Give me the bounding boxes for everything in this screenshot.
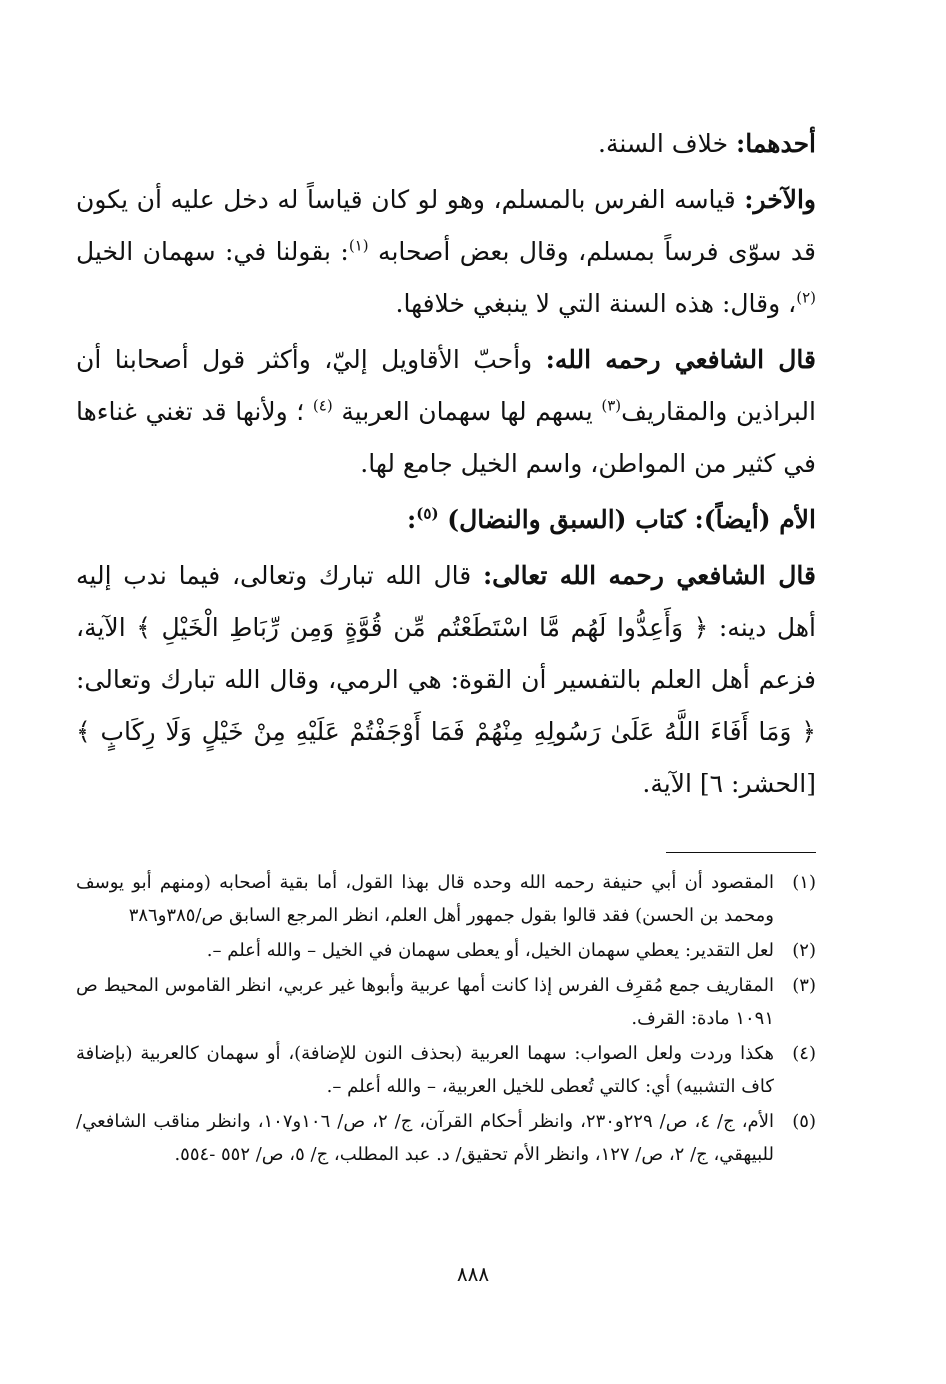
footnote-ref-1[interactable]: (١) xyxy=(348,236,369,255)
footnote-number: (٤) xyxy=(792,1043,816,1064)
paragraph-text: وأحبّ الأقاويل إليّ، وأكثر قول أصحابنا أن البراذين والمقاريف xyxy=(76,345,816,426)
paragraph-1 xyxy=(76,118,816,170)
quran-verse-1: ﴿ وَأَعِدُّوا لَهُم مَّا اسْتَطَعْتُم مِّن قُوَّةٍ وَمِن رِّبَاطِ الْخَيْلِ ﴾ xyxy=(136,613,709,642)
footnote-ref-4[interactable]: (٤) xyxy=(312,396,333,415)
footnote-number: (١) xyxy=(792,872,816,893)
paragraph-lead: أحدهما: xyxy=(735,129,816,158)
verse-reference: [الحشر: ٦] xyxy=(699,769,816,798)
footnote-text: المقاريف جمع مُقرِف الفرس إذا كانت أمها عربية وأبوها غير عربي، انظر القاموس المحيط ص ١٠٩١ مادة: القرف. xyxy=(76,975,774,1029)
page-number: ٨٨٨ xyxy=(456,1262,490,1286)
paragraph-lead: قال الشافعي رحمه الله تعالى: xyxy=(482,561,816,590)
footnote-ref-3[interactable]: (٣) xyxy=(601,396,622,415)
paragraph-3 xyxy=(76,334,816,490)
paragraph-text: ؛ ولأنها قد تغني غناءها في كثير من المواطن، واسم الخيل جامع لها. xyxy=(76,397,816,478)
footnote-text: المقصود أن أبي حنيفة رحمه الله وحده قال بهذا القول، أما بقية أصحابه (ومنهم أبو يوسف ومحمد بن الحسن) فقد قالوا بقول جمهور أهل العلم، انظر المرجع السابق ص/٣٨٥و٣٨٦ xyxy=(76,872,774,926)
footnote-text: هكذا وردت ولعل الصواب: سهما العربية (بحذف النون للإضافة)، أو سهمان كالعربية (بإضافة كاف التشبيه) أي: كالتي تُعطى للخيل العربية، – والله أعلم –. xyxy=(76,1043,774,1097)
footnote-item xyxy=(76,1037,816,1103)
footnotes xyxy=(76,866,816,1173)
footnote-number: (٥) xyxy=(792,1111,816,1132)
paragraph-text: يسهم لها سهمان العربية xyxy=(332,397,602,426)
main-text xyxy=(76,118,816,814)
footnote-number: (٣) xyxy=(792,975,816,996)
footnote-ref-5[interactable]: (٥) xyxy=(416,504,439,523)
footnote-item xyxy=(76,969,816,1035)
heading-text: الأم (أيضاً): كتاب (السبق والنضال) xyxy=(438,505,816,534)
paragraph-lead: والآخر: xyxy=(744,185,816,214)
footnote-divider xyxy=(666,852,816,853)
paragraph-text: الآية، فزعم أهل العلم بالتفسير أن القوة: هي الرمي، وقال الله تبارك وتعالى: xyxy=(76,613,816,694)
quran-verse-2: ﴿ وَمَا أَفَاءَ اللَّهُ عَلَىٰ رَسُولِهِ مِنْهُمْ فَمَا أَوْجَفْتُمْ عَلَيْهِ مِنْ خَيْلٍ وَلَا رِكَابٍ ﴾ xyxy=(76,717,816,746)
paragraph-text: : بقولنا في: سهمان الخيل xyxy=(76,237,349,266)
footnote-item xyxy=(76,866,816,932)
footnote-item xyxy=(76,1105,816,1171)
footnote-item xyxy=(76,934,816,967)
paragraph-text: خلاف السنة. xyxy=(598,129,736,158)
heading-tail: : xyxy=(407,505,417,534)
paragraph-text: قياسه الفرس بالمسلم، وهو لو كان قياساً له دخل عليه أن يكون قد سوّى فرساً بمسلم، وقال بعض أصحابه xyxy=(76,185,816,266)
paragraph-text: ، وقال: هذه السنة التي لا ينبغي خلافها. xyxy=(395,289,797,318)
footnote-number: (٢) xyxy=(792,940,816,961)
footnote-ref-2[interactable]: (٢) xyxy=(796,288,816,307)
footnote-text: الأم، ج/ ٤، ص/ ٢٢٩و٢٣٠، وانظر أحكام القرآن، ج/ ٢، ص/ ١٠٦و١٠٧، وانظر مناقب الشافعي/ للبيهقي، ج/ ٢، ص/ ١٢٧، وانظر الأم تحقيق/ د. عبد المطلب، ج/ ٥، ص/ ٥٥٢ -٥٥٤. xyxy=(76,1111,774,1165)
section-heading xyxy=(76,494,816,546)
paragraph-lead: قال الشافعي رحمه الله: xyxy=(545,345,816,374)
paragraph-text: قال الله تبارك وتعالى، فيما ندب إليه أهل دينه: xyxy=(76,561,816,642)
paragraph-4 xyxy=(76,550,816,810)
paragraph-text: الآية. xyxy=(642,769,700,798)
paragraph-2 xyxy=(76,174,816,330)
footnote-text: لعل التقدير: يعطي سهمان الخيل، أو يعطى سهمان في الخيل – والله أعلم –. xyxy=(206,940,774,961)
